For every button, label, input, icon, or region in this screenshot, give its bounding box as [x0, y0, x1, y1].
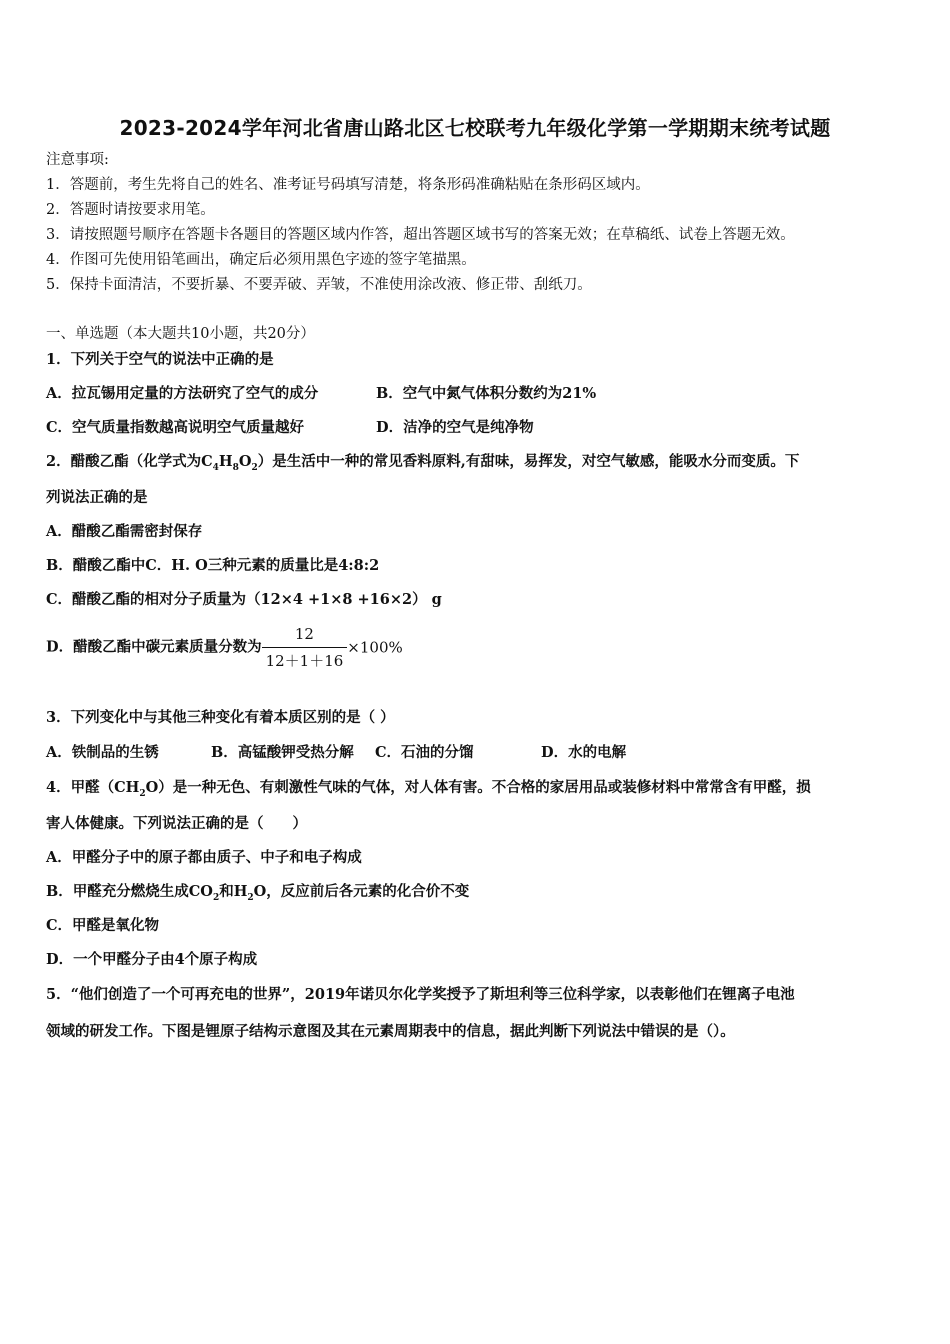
- q1-option-b: B．空气中氮气体积分数约为21%: [376, 385, 597, 402]
- notice-item-5: 5．保持卡面清洁，不要折暴、不要弄破、弄皱，不准使用涂改液、修正带、刮纸刀。: [46, 277, 592, 293]
- q2-option-a: A．醋酸乙酯需密封保存: [46, 523, 203, 540]
- q5-stem: 5．“他们创造了一个可再充电的世界”，2019年诺贝尔化学奖授予了斯坦利等三位科学家，以表彰他们在锂离子电池: [46, 986, 795, 1003]
- q4-option-d: D．一个甲醛分子由4个原子构成: [46, 951, 258, 968]
- fraction: $\frac{12}{12+1+16}$: [262, 624, 348, 671]
- q4-option-a: A．甲醛分子中的原子都由质子、中子和电子构成: [46, 849, 362, 866]
- section-heading: 一、单选题（本大题共10小题，共20分）: [46, 326, 315, 342]
- q4-stem: 4．甲醛$(CH_2O)$是一种无色、有刺激性气味的气体，对人体有害。不合格的家居用品或装修材料中常常含有甲醛，损: [46, 779, 811, 799]
- q3-option-d: D．水的电解: [541, 744, 627, 761]
- q2-option-d: D．醋酸乙酯中碳元素质量分数为 $\frac{12}{12+1+16}$ ×100%: [46, 625, 403, 670]
- q2-option-b: B．醋酸乙酯中C．H. O三种元素的质量比是4:8:2: [46, 557, 380, 574]
- page-title: 2023-2024学年河北省唐山路北区七校联考九年级化学第一学期期末统考试题: [119, 116, 831, 140]
- notice-item-3: 3．请按照题号顺序在答题卡各题目的答题区域内作答，超出答题区域书写的答案无效；在草稿纸、试卷上答题无效。: [46, 227, 795, 243]
- q1-option-c: C．空气质量指数越高说明空气质量越好: [46, 419, 305, 436]
- q1-option-d: D．洁净的空气是纯净物: [376, 419, 534, 436]
- q5-stem-cont: 领域的研发工作。下图是锂原子结构示意图及其在元素周期表中的信息，据此判断下列说法中错误的是（）。: [46, 1023, 735, 1040]
- notice-item-4: 4．作图可先使用铅笔画出，确定后必须用黑色字迹的签字笔描黑。: [46, 252, 476, 268]
- q3-option-c: C．石油的分馏: [375, 744, 474, 761]
- q4-option-b: B．甲醛充分燃烧生成$CO_2$和$H_2O$，反应前后各元素的化合价不变: [46, 883, 470, 903]
- q1-option-a: A．拉瓦锡用定量的方法研究了空气的成分: [46, 385, 319, 402]
- q4-option-c: C．甲醛是氧化物: [46, 917, 160, 934]
- notice-item-2: 2．答题时请按要求用笔。: [46, 202, 215, 218]
- q3-option-a: A．铁制品的生锈: [46, 744, 159, 761]
- q3-option-b: B．高锰酸钾受热分解: [211, 744, 354, 761]
- q2-stem: 2．醋酸乙酯（化学式为$C_4H_8O_2$）是生活中一种的常见香料原料,有甜味，易挥发，对空气敏感，能吸水分而变质。下: [46, 453, 800, 473]
- q2-option-c: C．醋酸乙酯的相对分子质量为（12×4 +1×8 +16×2） g: [46, 591, 442, 608]
- q2-stem-cont: 列说法正确的是: [46, 489, 148, 506]
- q4-stem-cont: 害人体健康。下列说法正确的是（ ）: [46, 815, 307, 832]
- notice-heading: 注意事项:: [46, 152, 109, 168]
- notice-item-1: 1．答题前，考生先将自己的姓名、准考证号码填写清楚，将条形码准确粘贴在条形码区域内。: [46, 177, 650, 193]
- q3-stem: 3．下列变化中与其他三种变化有着本质区别的是（ ）: [46, 709, 395, 726]
- q1-stem: 1．下列关于空气的说法中正确的是: [46, 351, 274, 368]
